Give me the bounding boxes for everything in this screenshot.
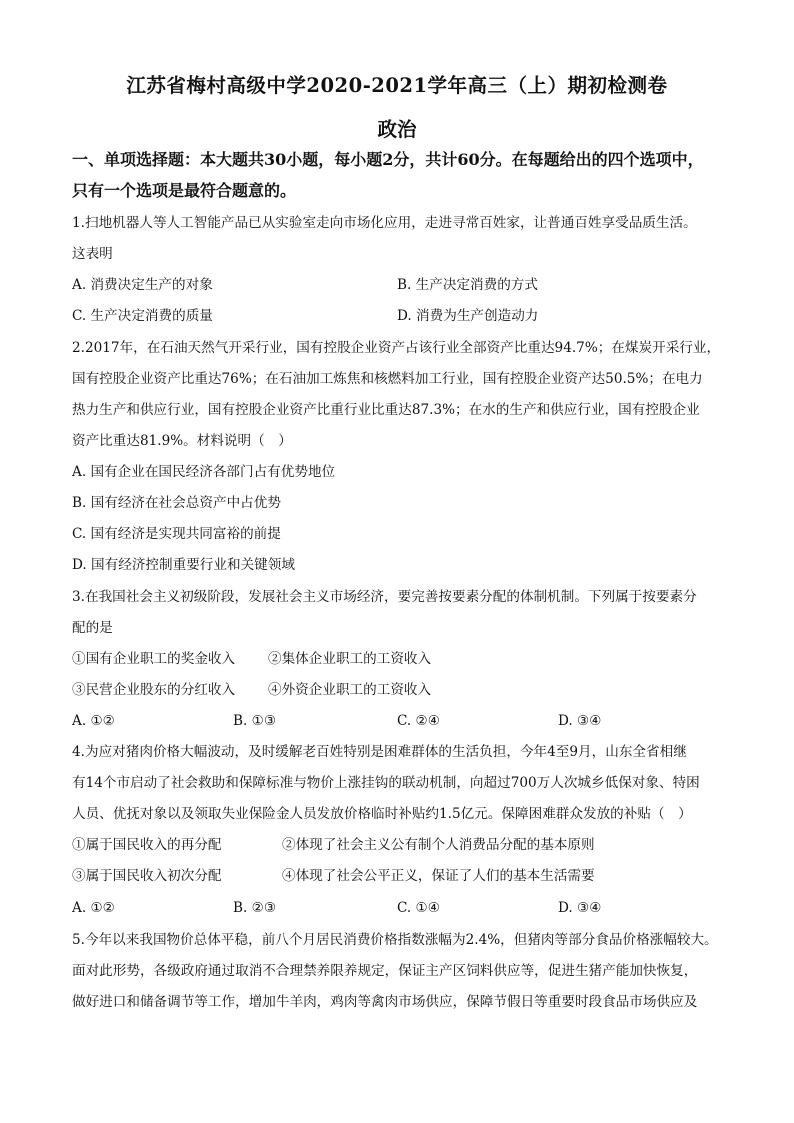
section-heading-line-2: 只有一个选项是最符合题意的。 [72, 181, 297, 200]
q4-item-1: ①属于国民收入的再分配 [72, 837, 222, 853]
q2-stem-line-1: 2.2017年，在石油天然气开采行业，国有控股企业资产占该行业全部资产比重达94.7%；在煤炭开采行业， [72, 340, 721, 356]
q5-stem-line-3: 做好进口和储备调节等工作，增加牛羊肉，鸡肉等禽肉市场供应，保障节假日等重要时段食品市场供应及 [72, 994, 698, 1010]
q4-item-3: ③属于国民收入初次分配 [72, 868, 222, 884]
q3-item-4: ④外资企业职工的工资收入 [268, 682, 432, 698]
q4-stem-line-1: 4.为应对猪肉价格大幅波动，及时缓解老百姓特别是困难群体的生活负担，今年4至9月，山东全省相继 [72, 744, 687, 760]
q2-stem-line-2: 国有控股企业资产比重达76%；在石油加工炼焦和核燃料加工行业，国有控股企业资产达50.5%；在电力 [72, 371, 703, 387]
q4-stem-line-2: 有14个市启动了社会救助和保障标准与物价上涨挂钩的联动机制，向超过700万人次城乡低保对象、特困 [72, 775, 700, 791]
q3-stem-line-2: 配的是 [72, 620, 113, 636]
q3-item-3: ③民营企业股东的分红收入 [72, 682, 236, 698]
q5-stem-line-1: 5.今年以来我国物价总体平稳，前八个月居民消费价格指数涨幅为2.4%，但猪肉等部分食品价格涨幅较大。 [72, 932, 718, 948]
q4-option-d: D. ③④ [558, 900, 602, 916]
q4-option-b: B. ②③ [233, 900, 277, 916]
q4-stem-line-3: 人员、优抚对象以及领取失业保险金人员发放价格临时补贴约1.5亿元。保障困难群众发放的补贴（ ） [72, 806, 692, 822]
q3-stem-line-1: 3.在我国社会主义初级阶段，发展社会主义市场经济，要完善按要素分配的体制机制。下列属于按要素分 [72, 589, 697, 605]
q2-option-c: C. 国有经济是实现共同富裕的前提 [72, 526, 281, 542]
q4-option-c: C. ①④ [397, 900, 440, 916]
q2-option-d: D. 国有经济控制重要行业和关键领域 [72, 557, 295, 573]
q4-item-2: ②体现了社会主义公有制个人消费品分配的基本原则 [282, 837, 595, 853]
subject-title: 政治 [377, 118, 417, 141]
q3-item-1: ①国有企业职工的奖金收入 [72, 651, 236, 667]
q4-item-4: ④体现了社会公平正义，保证了人们的基本生活需要 [282, 868, 595, 884]
q1-stem-line-1: 1.扫地机器人等人工智能产品已从实验室走向市场化应用，走进寻常百姓家，让普通百姓享受品质生活。 [72, 215, 697, 231]
q1-stem-line-2: 这表明 [72, 246, 113, 262]
q3-item-2: ②集体企业职工的工资收入 [268, 651, 432, 667]
q1-option-c: C. 生产决定消费的质量 [72, 308, 213, 324]
q2-option-a: A. 国有企业在国民经济各部门占有优势地位 [72, 464, 336, 480]
q3-option-b: B. ①③ [233, 713, 277, 729]
q5-stem-line-2: 面对此形势，各级政府通过取消不合理禁养限养规定，保证主产区饲料供应等，促进生猪产能加快恢复， [72, 963, 698, 979]
page-title: 江苏省梅村高级中学2020-2021学年高三（上）期初检测卷 [126, 74, 668, 97]
section-heading-line-1: 一、单项选择题：本大题共30小题，每小题2分，共计60分。在每题给出的四个选项中， [72, 150, 704, 169]
q2-stem-line-3: 热力生产和供应行业，国有控股企业资产比重行业比重达87.3%；在水的生产和供应行业，国有控股企业 [72, 402, 700, 418]
q3-option-c: C. ②④ [397, 713, 440, 729]
q1-option-d: D. 消费为生产创造动力 [397, 308, 539, 324]
q4-option-a: A. ①② [72, 900, 115, 916]
q2-stem-line-4: 资产比重达81.9%。材料说明（ ） [72, 433, 292, 449]
q3-option-a: A. ①② [72, 713, 115, 729]
q1-option-b: B. 生产决定消费的方式 [397, 277, 538, 293]
q1-option-a: A. 消费决定生产的对象 [72, 277, 213, 293]
q3-option-d: D. ③④ [558, 713, 602, 729]
q2-option-b: B. 国有经济在社会总资产中占优势 [72, 495, 281, 511]
